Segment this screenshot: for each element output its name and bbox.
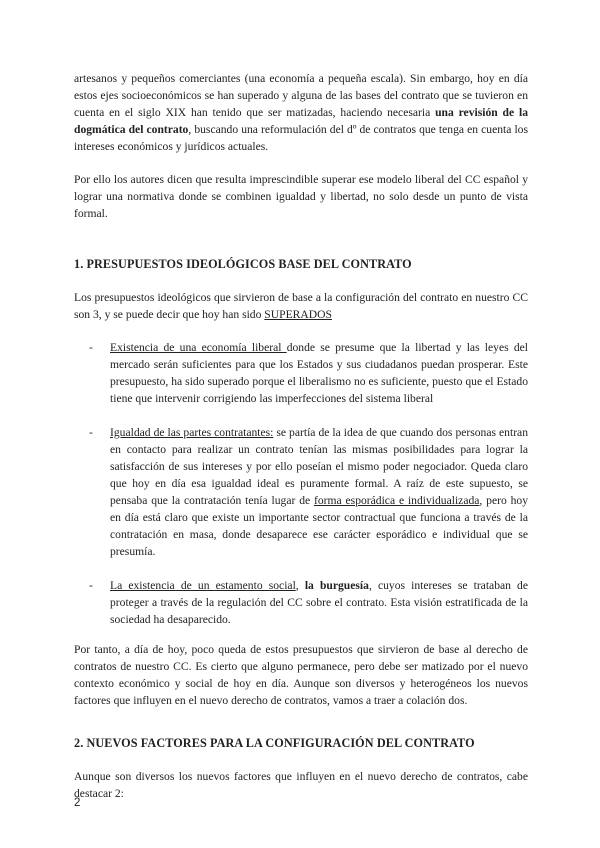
presupuestos-list: [74, 339, 528, 628]
item-underlined: Existencia de una economía liberal: [110, 341, 287, 354]
item-text: se partía de la idea de que cuando dos personas entran en contacto para realizar un contrato tenían las mismas posibilidades para lograr la satisfacción de sus intereses y por ello poseían el mismo poder negociador. Queda claro que hoy en día esa igualdad ideal es puramente formal. A raíz de este supuesto, se pensaba que la contratación tenía lugar de: [110, 426, 528, 507]
item-text: ,: [295, 579, 305, 592]
list-item: [74, 424, 528, 560]
document-page: [74, 70, 528, 802]
section-1-lead: [74, 289, 528, 323]
bullet-dash: -: [89, 426, 93, 439]
item-text-2: , cuyos intereses se trataban de proteger a través de la regulación del CC sobre el contrato. Esta visión estratificada de la sociedad ha desaparecido.: [110, 579, 529, 626]
section-1-closing: Por tanto, a día de hoy, poco queda de estos presupuestos que sirvieron de base al derecho de contratos de nuestro CC. Es cierto que alguno permanece, pero debe ser matizado por el nuevo contexto económico y social de hoy en día. Aunque son diversos y heterogéneos los nuevos factores que influyen en el nuevo derecho de contratos, vamos a traer a colación dos.: [74, 643, 528, 707]
item-text: donde se presume que la libertad y las leyes del mercado serán suficientes para que los Estados y sus ciudadanos puedan prosperar. Este presupuesto, ha sido superado porque el liberalismo no es suficiente, puesto que el Estado tiene que intervenir corrigiendo las imperfecciones del sistema liberal: [110, 341, 528, 405]
list-item: [74, 577, 528, 628]
intro-text: artesanos y pequeños comerciantes (una economía a pequeña escala). Sin embargo, hoy en día estos ejes socioeconómicos se han superado y alguna de las bases del contrato que se tuvieron en cuenta en el siglo XIX han tenido que ser matizadas, haciendo necesaria: [74, 72, 528, 119]
lead-underlined: SUPERADOS: [264, 308, 332, 321]
item-underlined: Igualdad de las partes contratantes:: [110, 426, 274, 439]
item-bold: la burguesía: [304, 579, 369, 592]
section-1-heading: 1. PRESUPUESTOS IDEOLÓGICOS BASE DEL CONTRATO: [74, 257, 412, 271]
list-item: [74, 339, 528, 407]
section-2-heading: 2. NUEVOS FACTORES PARA LA CONFIGURACIÓN DEL CONTRATO: [74, 736, 475, 750]
intro-paragraph-2: Por ello los autores dicen que resulta imprescindible superar ese modelo liberal del CC español y lograr una normativa donde se combinen igualdad y libertad, no solo desde un punto de vista formal.: [74, 173, 528, 220]
intro-text-end: , buscando una reformulación del dº de contratos que tenga en cuenta los intereses económicos y jurídicos actuales.: [74, 123, 528, 153]
section-2-lead: Aunque son diversos los nuevos factores que influyen en el nuevo derecho de contratos, cabe destacar 2:: [74, 770, 528, 800]
bullet-dash: -: [89, 341, 93, 354]
page-number: 2: [74, 797, 81, 809]
lead-text: Los presupuestos ideológicos que sirvieron de base a la configuración del contrato en nuestro CC son 3, y se puede decir que hoy han sido: [74, 291, 528, 321]
item-text-2: , pero hoy en día está claro que existe un importante sector contractual que funciona a través de la contratación en masa, donde desaparece ese carácter esporádico e individual que se presumía.: [110, 494, 529, 558]
intro-bold-text: una revisión de la dogmática del contrato: [74, 106, 528, 136]
item-underlined-2: forma esporádica e individualizada: [314, 494, 480, 507]
item-underlined: La existencia de un estamento social: [110, 579, 296, 592]
intro-paragraph-1: [74, 70, 528, 155]
bullet-dash: -: [89, 579, 93, 592]
